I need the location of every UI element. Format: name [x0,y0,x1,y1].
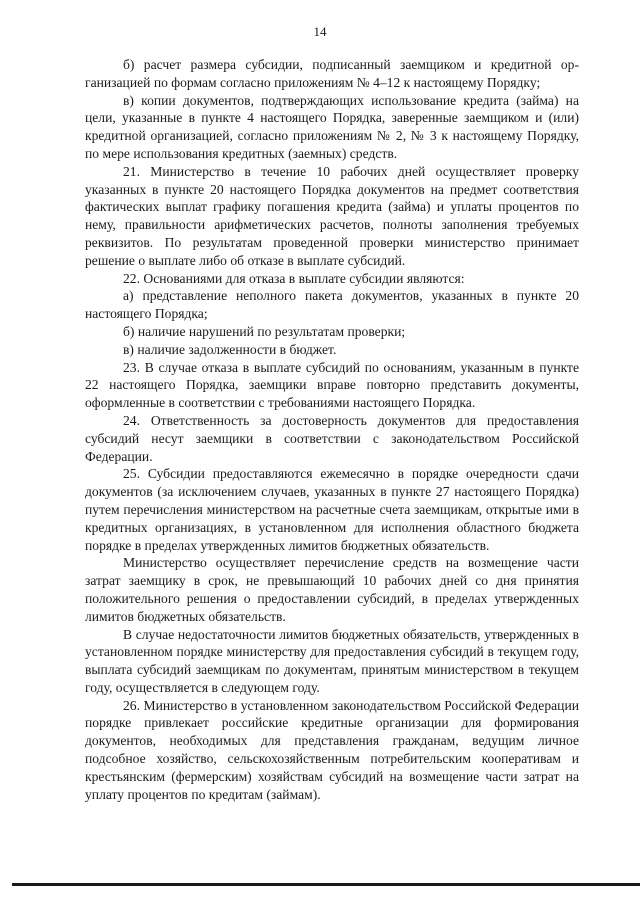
page-number: 14 [313,24,327,39]
paragraph: в) наличие задолженности в бюджет. [123,341,337,357]
paragraph: 22. Основаниями для отказа в выплате субсидии являются: [123,270,465,286]
paragraph: б) расчет размера субсидии, подписанный заемщиком и кредитной организацией по формам согласно приложениям № 4–12 к настоящему Порядку; [85,57,579,90]
paragraph: 24. Ответственность за достоверность документов для предоставления субсидий несут заемщики в соответствии с законодательством Российской Федерации. [85,412,579,464]
paragraph: В случае недостаточности лимитов бюджетных обязательств, утвержденных в установленном порядке министерству для предоставления субсидий в текущем году, выплата субсидий заемщикам по документам, принятым министерством в текущем году, осуществляется в следующем году. [85,626,579,695]
paragraph: 23. В случае отказа в выплате субсидий по основаниям, указанным в пункте 22 настоящего Порядка, заемщики вправе повторно представить документы, оформленные в соответствии с требованиями настоящего Порядка. [85,359,579,411]
scan-edge-line [12,883,640,886]
paragraph: Министерство осуществляет перечисление средств на возмещение части затрат заемщику в срок, не превышающий 10 рабочих дней со дня принятия положительного решения о предоставлении субсидий, в пределах утвержденных лимитов бюджетных обязательств. [85,555,579,624]
paragraph: 21. Министерство в течение 10 рабочих дней осуществляет проверку указанных в пункте 20 настоящего Порядка документов на предмет соответствия фактических выплат графику погашения кредита (займа) и уплаты процентов по нему, правильности арифметических расчетов, полноты заполнения требуемых реквизитов. По результатам проведенной проверки министерство принимает решение о выплате либо об отказе в выплате субсидий. [85,163,579,268]
paragraph: а) представление неполного пакета документов, указанных в пункте 20 настоящего Порядка; [85,288,579,322]
paragraph: б) наличие нарушений по результатам проверки; [123,323,406,339]
paragraph: 25. Субсидии предоставляются ежемесячно в порядке очередности сдачи документов (за исключением случаев, указанных в пункте 27 настоящего Порядка) путем перечисления министерством на расчетные счета заемщикам, открытые ими в кредитных организациях, в установленном для исполнения областного бюджета порядке в пределах утвержденных лимитов бюджетных обязательств. [85,466,579,553]
paragraph: в) копии документов, подтверждающих использование кредита (займа) на цели, указанные в пункте 4 настоящего Порядка, заверенные заемщиком и (или) кредитной организацией, согласно приложениям № 2, № 3 к настоящему Порядку, по мере использования кредитных (заемных) средств. [85,92,579,161]
paragraph: 26. Министерство в установленном законодательством Российской Федерации порядке привлекает российские кредитные организации для формирования документов, необходимых для представления гражданам, ведущим личное подсобное хозяйство, сельскохозяйственным потребительским кооперативам и крестьянским (фермерским) хозяйствам субсидий на возмещение части затрат на уплату процентов по кредитам (займам). [85,697,579,802]
document-body [85,56,579,803]
